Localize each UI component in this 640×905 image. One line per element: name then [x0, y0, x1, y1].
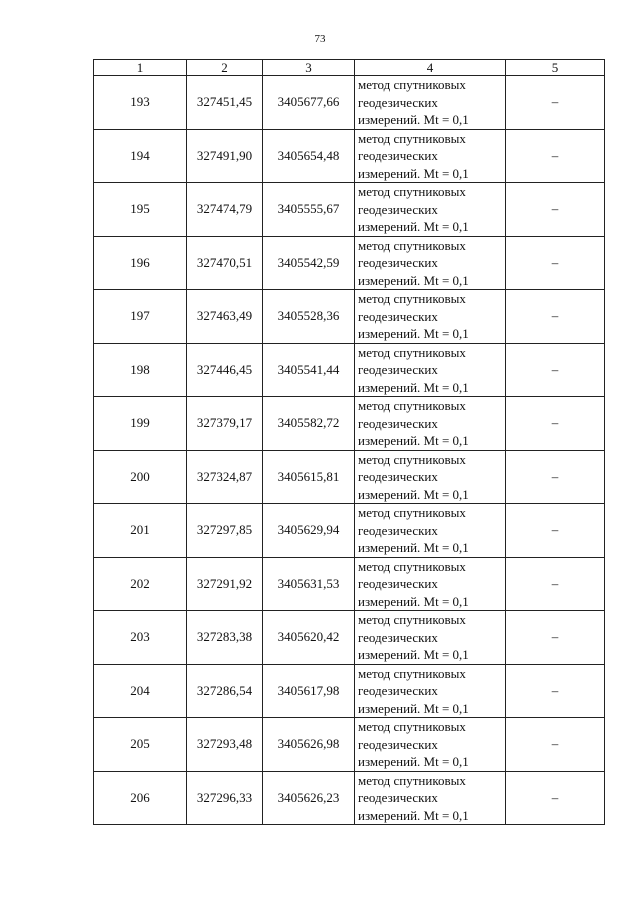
x-coordinate-cell: 327324,87: [187, 450, 263, 504]
method-line: метод спутниковых: [358, 665, 466, 681]
y-coordinate-cell: 3405631,53: [263, 557, 355, 611]
coordinates-table: [93, 59, 605, 825]
point-number-cell: 200: [94, 450, 187, 504]
method-cell: [355, 129, 506, 183]
method-cell: [355, 611, 506, 665]
method-line: измерений. Mt = 0,1: [358, 433, 469, 448]
note-cell: –: [506, 343, 605, 397]
x-coordinate-cell: 327491,90: [187, 129, 263, 183]
note-cell: –: [506, 771, 605, 825]
method-cell: [355, 343, 506, 397]
table-row: [94, 557, 605, 611]
note-cell: –: [506, 450, 605, 504]
method-cell: [355, 504, 506, 558]
x-coordinate-cell: 327446,45: [187, 343, 263, 397]
method-line: метод спутниковых: [358, 237, 466, 253]
method-line: метод спутниковых: [358, 77, 466, 92]
point-number-cell: 196: [94, 236, 187, 290]
method-cell: [355, 450, 506, 504]
y-coordinate-cell: 3405620,42: [263, 611, 355, 665]
method-line: геодезических: [358, 683, 438, 698]
method-cell: [355, 236, 506, 290]
x-coordinate-cell: 327379,17: [187, 397, 263, 451]
header-col-1: 1: [94, 60, 187, 76]
method-cell: [355, 76, 506, 130]
table-header: [94, 60, 605, 76]
x-coordinate-cell: 327463,49: [187, 290, 263, 344]
method-line: измерений. Mt = 0,1: [358, 219, 469, 234]
method-line: измерений. Mt = 0,1: [358, 593, 469, 609]
x-coordinate-cell: 327474,79: [187, 183, 263, 237]
point-number-cell: 201: [94, 504, 187, 558]
method-line: метод спутниковых: [358, 130, 466, 146]
point-number-cell: 203: [94, 611, 187, 665]
x-coordinate-cell: 327291,92: [187, 557, 263, 611]
method-line: геодезических: [358, 255, 438, 270]
note-cell: –: [506, 129, 605, 183]
page-number: 73: [314, 33, 326, 45]
method-line: метод спутниковых: [358, 398, 466, 413]
point-number-cell: 193: [94, 76, 187, 130]
y-coordinate-cell: 3405626,98: [263, 718, 355, 772]
method-line: измерений. Mt = 0,1: [358, 379, 469, 395]
method-line: измерений. Mt = 0,1: [358, 112, 469, 127]
y-coordinate-cell: 3405617,98: [263, 664, 355, 718]
table-row: [94, 76, 605, 130]
point-number-cell: 198: [94, 343, 187, 397]
y-coordinate-cell: 3405677,66: [263, 76, 355, 130]
method-cell: [355, 664, 506, 718]
method-cell: [355, 290, 506, 344]
table-row: [94, 718, 605, 772]
method-cell: [355, 718, 506, 772]
point-number-cell: 202: [94, 557, 187, 611]
method-line: геодезических: [358, 415, 438, 431]
y-coordinate-cell: 3405654,48: [263, 129, 355, 183]
method-line: измерений. Mt = 0,1: [358, 647, 469, 662]
table-row: [94, 290, 605, 344]
header-col-2: 2: [187, 60, 263, 76]
note-cell: –: [506, 397, 605, 451]
note-cell: –: [506, 504, 605, 558]
note-cell: –: [506, 557, 605, 611]
note-cell: –: [506, 718, 605, 772]
note-cell: –: [506, 183, 605, 237]
method-line: измерений. Mt = 0,1: [358, 807, 469, 823]
table-row: [94, 236, 605, 290]
x-coordinate-cell: 327286,54: [187, 664, 263, 718]
point-number-cell: 204: [94, 664, 187, 718]
method-line: геодезических: [358, 522, 438, 538]
method-line: геодезических: [358, 736, 438, 752]
x-coordinate-cell: 327296,33: [187, 771, 263, 825]
note-cell: –: [506, 236, 605, 290]
x-coordinate-cell: 327470,51: [187, 236, 263, 290]
note-cell: –: [506, 290, 605, 344]
y-coordinate-cell: 3405541,44: [263, 343, 355, 397]
method-line: метод спутниковых: [358, 291, 466, 306]
x-coordinate-cell: 327451,45: [187, 76, 263, 130]
y-coordinate-cell: 3405582,72: [263, 397, 355, 451]
table-body: [94, 76, 605, 825]
method-line: метод спутниковых: [358, 184, 466, 199]
header-row: [94, 60, 605, 76]
point-number-cell: 197: [94, 290, 187, 344]
method-line: метод спутниковых: [358, 451, 466, 467]
x-coordinate-cell: 327293,48: [187, 718, 263, 772]
method-line: измерений. Mt = 0,1: [358, 272, 469, 288]
table-row: [94, 183, 605, 237]
y-coordinate-cell: 3405626,23: [263, 771, 355, 825]
table-row: [94, 343, 605, 397]
method-line: геодезических: [358, 790, 438, 805]
table-row: [94, 771, 605, 825]
point-number-cell: 199: [94, 397, 187, 451]
point-number-cell: 205: [94, 718, 187, 772]
x-coordinate-cell: 327297,85: [187, 504, 263, 558]
y-coordinate-cell: 3405629,94: [263, 504, 355, 558]
method-line: метод спутниковых: [358, 558, 466, 574]
note-cell: –: [506, 611, 605, 665]
method-line: метод спутниковых: [358, 772, 466, 788]
method-cell: [355, 771, 506, 825]
method-line: геодезических: [358, 576, 438, 591]
method-line: измерений. Mt = 0,1: [358, 700, 469, 716]
method-line: измерений. Mt = 0,1: [358, 540, 469, 555]
method-line: геодезических: [358, 629, 438, 645]
method-line: метод спутниковых: [358, 719, 466, 734]
table-row: [94, 504, 605, 558]
method-line: измерений. Mt = 0,1: [358, 754, 469, 769]
method-cell: [355, 183, 506, 237]
x-coordinate-cell: 327283,38: [187, 611, 263, 665]
table-row: [94, 129, 605, 183]
method-line: геодезических: [358, 308, 438, 324]
y-coordinate-cell: 3405615,81: [263, 450, 355, 504]
y-coordinate-cell: 3405542,59: [263, 236, 355, 290]
method-line: измерений. Mt = 0,1: [358, 326, 469, 341]
method-cell: [355, 557, 506, 611]
header-col-3: 3: [263, 60, 355, 76]
method-line: метод спутниковых: [358, 612, 466, 627]
method-line: геодезических: [358, 94, 438, 110]
method-line: геодезических: [358, 362, 438, 377]
point-number-cell: 195: [94, 183, 187, 237]
method-line: геодезических: [358, 469, 438, 484]
method-line: геодезических: [358, 148, 438, 163]
header-col-4: 4: [355, 60, 506, 76]
method-line: метод спутниковых: [358, 344, 466, 360]
table-row: [94, 611, 605, 665]
method-line: метод спутниковых: [358, 505, 466, 520]
header-col-5: 5: [506, 60, 605, 76]
table-row: [94, 450, 605, 504]
y-coordinate-cell: 3405555,67: [263, 183, 355, 237]
point-number-cell: 194: [94, 129, 187, 183]
method-line: измерений. Mt = 0,1: [358, 486, 469, 502]
table-row: [94, 664, 605, 718]
y-coordinate-cell: 3405528,36: [263, 290, 355, 344]
method-cell: [355, 397, 506, 451]
note-cell: –: [506, 664, 605, 718]
table-row: [94, 397, 605, 451]
note-cell: –: [506, 76, 605, 130]
point-number-cell: 206: [94, 771, 187, 825]
method-line: измерений. Mt = 0,1: [358, 165, 469, 181]
method-line: геодезических: [358, 201, 438, 217]
